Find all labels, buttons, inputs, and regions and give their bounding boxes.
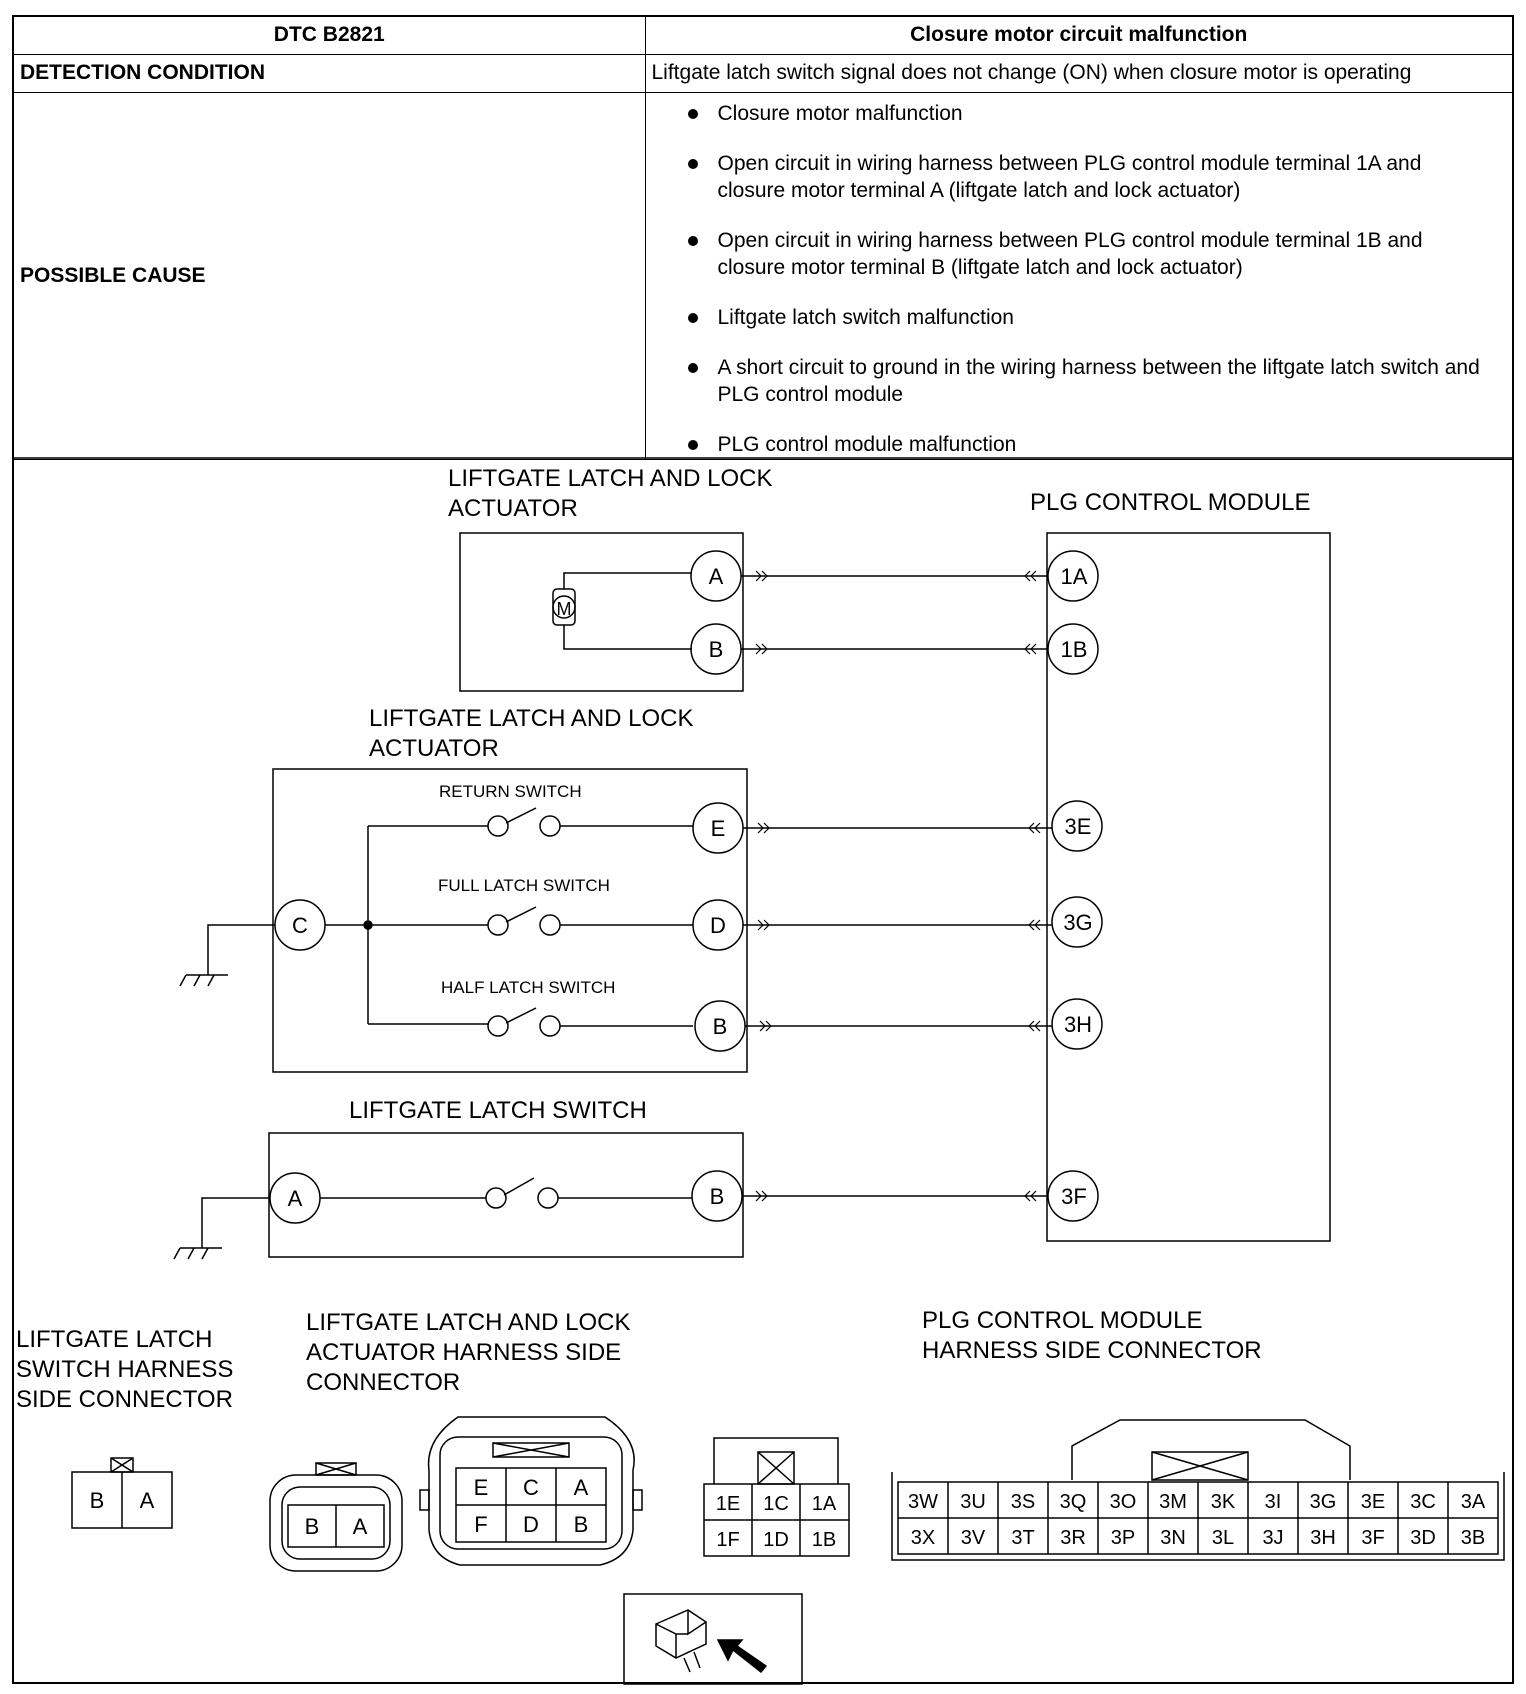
full-latch-switch-label: FULL LATCH SWITCH <box>438 876 610 895</box>
latch-connector-lock-mark <box>111 1458 133 1472</box>
pin-label: 1C <box>763 1493 789 1515</box>
plg-connector-title: PLG CONTROL MODULE <box>922 1307 1203 1334</box>
pin-label: 1D <box>763 1529 789 1551</box>
plg-terminal-3h-label: 3H <box>1063 1012 1093 1037</box>
pin-label: 1E <box>715 1493 741 1515</box>
pin-label: 3T <box>1011 1527 1035 1549</box>
latch-switch-contact <box>538 1188 558 1208</box>
pin-label: 3I <box>1264 1491 1282 1513</box>
harness-view-wire <box>684 1652 700 1672</box>
plg-small-connector-hood <box>714 1438 838 1452</box>
ground-hatch <box>202 1248 208 1259</box>
motor-actuator-title: ACTUATOR <box>448 495 578 522</box>
pin-label: 3A <box>1460 1491 1486 1513</box>
latch-connector-title: SWITCH HARNESS <box>16 1356 234 1383</box>
harness-view-frame <box>624 1594 802 1684</box>
cause-item: A short circuit to ground in the wiring harness between the liftgate latch switch and PLG control module <box>688 354 1487 408</box>
harness-wires <box>741 576 1052 1196</box>
pin-label: C <box>523 1475 539 1500</box>
plg-connector-title: HARNESS SIDE CONNECTOR <box>922 1337 1262 1364</box>
pin-label: A <box>352 1514 368 1539</box>
plg-terminal-1b-label: 1B <box>1060 637 1088 662</box>
ground-hatch <box>208 975 214 986</box>
pin-label: 3X <box>910 1527 936 1549</box>
actuator-connector-title: ACTUATOR HARNESS SIDE <box>306 1339 622 1366</box>
plg-terminal-3e-label: 3E <box>1064 814 1092 839</box>
pin-label: 3R <box>1060 1527 1086 1549</box>
switch-connector-lock-mark <box>493 1443 569 1457</box>
pin-label: 1F <box>716 1529 740 1551</box>
plg-terminal-3f-label: 3F <box>1061 1184 1087 1209</box>
connector-titles <box>16 1307 1262 1413</box>
pin-label: 3C <box>1410 1491 1436 1513</box>
pin-label: 3B <box>1460 1527 1486 1549</box>
ground-hatch <box>194 975 200 986</box>
full-latch-contact <box>540 915 560 935</box>
dtc-title: Closure motor circuit malfunction <box>645 17 1512 54</box>
actuator-connector-title: LIFTGATE LATCH AND LOCK <box>306 1309 631 1336</box>
pin-label: E <box>473 1475 489 1500</box>
latch-terminal-b-label: B <box>709 1184 725 1209</box>
plg-large-pin-labels <box>908 1491 1486 1549</box>
plg-large-connector-lock-mark <box>1152 1452 1248 1480</box>
latch-switch-title: LIFTGATE LATCH SWITCH <box>349 1097 647 1124</box>
plg-module-box <box>1047 533 1330 1241</box>
cause-item: Liftgate latch switch malfunction <box>688 304 1487 331</box>
pin-label: 3G <box>1309 1491 1337 1513</box>
plg-small-pin-labels <box>716 1493 837 1551</box>
motor-wire-a <box>564 573 692 589</box>
motor-wire-b <box>564 625 692 649</box>
pin-label: 3U <box>960 1491 986 1513</box>
plg-terminal-1a-label: 1A <box>1060 564 1088 589</box>
motor-connector-lock-mark <box>316 1463 356 1475</box>
ground-wire-a <box>202 1198 270 1248</box>
pin-label: 3S <box>1010 1491 1036 1513</box>
pin-label: 3L <box>1211 1527 1235 1549</box>
latch-switch-contact <box>486 1188 506 1208</box>
cause-item: PLG control module malfunction <box>688 431 1487 458</box>
detection-text: Liftgate latch switch signal does not change (ON) when closure motor is operating <box>645 54 1512 92</box>
plg-terminal-3g-label: 3G <box>1063 910 1093 935</box>
detection-label: DETECTION CONDITION <box>14 54 645 92</box>
motor-terminal-a-label: A <box>708 564 724 589</box>
plg-large-connector-side <box>1072 1464 1350 1480</box>
latch-connector-title: LIFTGATE LATCH <box>16 1326 213 1353</box>
pin-label: 1B <box>811 1529 837 1551</box>
plg-small-connector-lock-mark <box>758 1452 794 1484</box>
motor-symbol: M <box>556 599 572 619</box>
ground-hatch <box>180 975 186 986</box>
return-switch-contact <box>540 816 560 836</box>
full-latch-contact <box>488 915 508 935</box>
pin-label: 3W <box>908 1491 938 1513</box>
pin-label: 3O <box>1109 1491 1137 1513</box>
switch-labels <box>438 782 615 997</box>
switch-terminal-c-label: C <box>292 913 308 938</box>
return-switch-label: RETURN SWITCH <box>439 782 582 801</box>
switch-terminal-e-label: E <box>710 816 726 841</box>
dtc-code: DTC B2821 <box>14 17 645 54</box>
full-latch-blade <box>506 907 536 922</box>
connector-pin-labels <box>90 1475 589 1539</box>
cause-item: Open circuit in wiring harness between PLG control module terminal 1A and closure motor terminal A (liftgate latch and lock actuator) <box>688 150 1487 204</box>
pin-label: B <box>89 1488 105 1513</box>
motor-actuator-title: LIFTGATE LATCH AND LOCK <box>448 465 773 492</box>
latch-terminal-a-label: A <box>287 1186 303 1211</box>
ground-hatch <box>174 1248 180 1259</box>
view-arrow-icon <box>718 1640 766 1672</box>
ground-wire-c <box>208 925 275 975</box>
ground-hatch <box>188 1248 194 1259</box>
switch-terminal-b-label: B <box>712 1014 728 1039</box>
pin-label: 3E <box>1360 1491 1386 1513</box>
cause-item: Closure motor malfunction <box>688 100 1487 127</box>
return-switch-blade <box>506 808 536 823</box>
pin-label: 3V <box>960 1527 986 1549</box>
plg-module-title: PLG CONTROL MODULE <box>1030 489 1311 516</box>
pin-label: A <box>139 1488 155 1513</box>
pin-label: 3H <box>1310 1527 1336 1549</box>
switch-actuator-title: LIFTGATE LATCH AND LOCK <box>369 705 694 732</box>
connector-marks <box>756 571 1040 1201</box>
half-latch-contact <box>540 1016 560 1036</box>
pin-label: A <box>573 1475 589 1500</box>
pin-label: 3K <box>1210 1491 1236 1513</box>
pin-label: B <box>573 1512 589 1537</box>
pin-label: 3F <box>1361 1527 1385 1549</box>
pin-label: 1A <box>811 1493 837 1515</box>
switch-connector-tab <box>633 1490 642 1510</box>
pin-label: 3Q <box>1059 1491 1087 1513</box>
pin-label: D <box>523 1512 539 1537</box>
pin-label: 3J <box>1262 1527 1284 1549</box>
half-latch-switch-label: HALF LATCH SWITCH <box>441 978 616 997</box>
motor-terminal-b-label: B <box>708 637 724 662</box>
pin-label: 3P <box>1110 1527 1136 1549</box>
switch-terminal-d-label: D <box>710 913 726 938</box>
actuator-connector-title: CONNECTOR <box>306 1369 461 1396</box>
latch-switch-blade <box>504 1178 534 1195</box>
pin-label: 3D <box>1410 1527 1436 1549</box>
pin-label: B <box>304 1514 320 1539</box>
cause-item: Open circuit in wiring harness between PLG control module terminal 1B and closure motor terminal B (liftgate latch and lock actuator) <box>688 227 1487 281</box>
pin-label: F <box>474 1512 488 1537</box>
pin-label: 3N <box>1160 1527 1186 1549</box>
plg-large-connector-hood <box>1072 1420 1350 1464</box>
switch-actuator-title: ACTUATOR <box>369 735 499 762</box>
switch-connector-tab <box>420 1490 429 1510</box>
possible-cause-label: POSSIBLE CAUSE <box>14 92 645 459</box>
half-latch-blade <box>506 1008 536 1023</box>
latch-connector-title: SIDE CONNECTOR <box>16 1386 233 1413</box>
pin-label: 3M <box>1159 1491 1187 1513</box>
half-latch-contact <box>488 1016 508 1036</box>
return-switch-contact <box>488 816 508 836</box>
